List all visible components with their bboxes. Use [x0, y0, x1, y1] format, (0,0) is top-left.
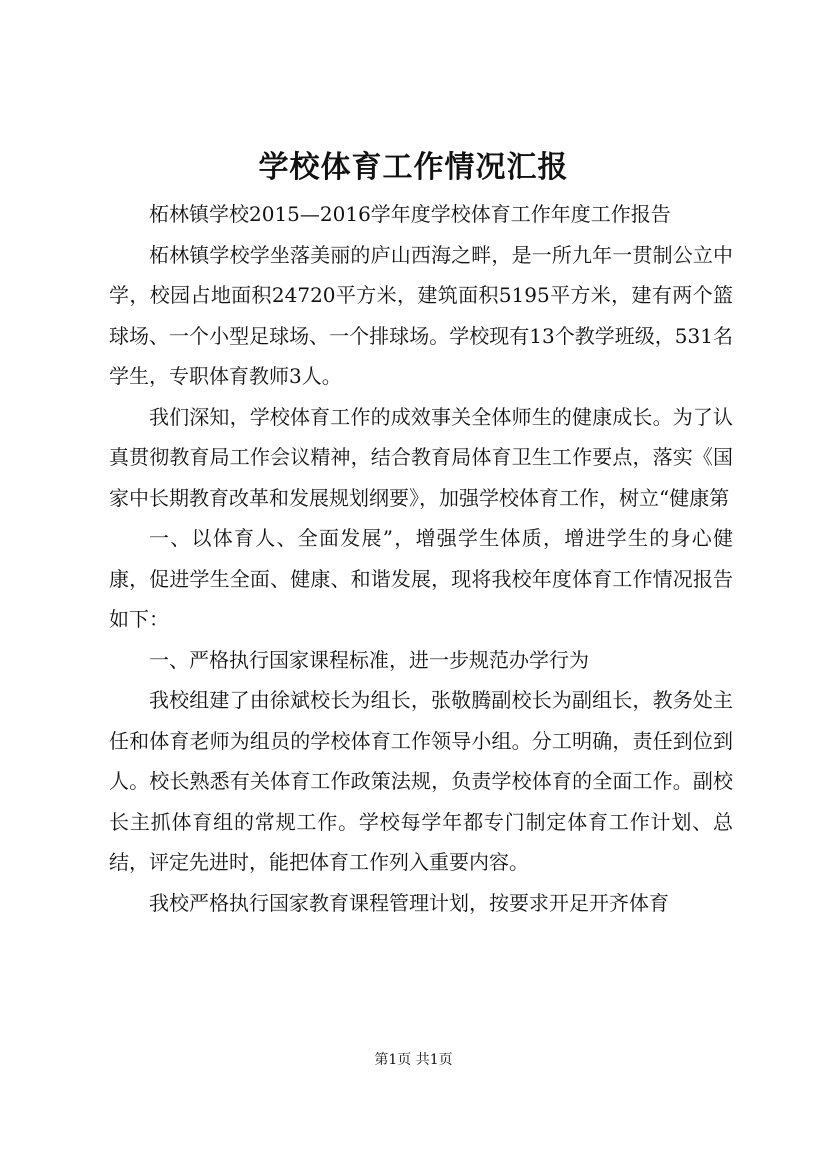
- paragraph-awareness: 我们深知，学校体育工作的成效事关全体师生的健康成长。为了认真贯彻教育局工作会议精神，结合教育局体育卫生工作要点，落实《国家中长期教育改革和发展规划纲要》，加强学校体育工作，树立“健康第: [109, 404, 733, 510]
- paragraph-report-heading: 柘林镇学校2015—2016学年度学校体育工作年度工作报告: [149, 202, 671, 226]
- document-body: [109, 194, 733, 923]
- page-footer: 第1页 共1页: [374, 1052, 453, 1068]
- paragraph-curriculum: 我校严格执行国家教育课程管理计划，按要求开足开齐体育: [149, 890, 669, 915]
- paragraph-leadership: 我校组建了由徐斌校长为组长，张敬腾副校长为副组长，教务处主任和体育老师为组员的学校体育工作领导小组。分工明确，责任到位到人。校长熟悉有关体育工作政策法规，负责学校体育的全面工作。副校长主抓体育组的常规工作。学校每学年都专门制定体育工作计划、总结，评定先进时，能把体育工作列入重要内容。: [109, 688, 733, 874]
- section-heading-1: 一、严格执行国家课程标准，进一步规范办学行为: [149, 647, 589, 672]
- paragraph-goals: 一、以体育人、全面发展”，增强学生体质，增进学生的身心健康，促进学生全面、健康、和谐发展，现将我校年度体育工作情况报告如下：: [109, 526, 733, 631]
- document-title: 学校体育工作情况汇报: [258, 150, 569, 185]
- paragraph-school-intro: 柘林镇学校学坐落美丽的庐山西海之畔，是一所九年一贯制公立中学，校园占地面积24720平方米，建筑面积5195平方米，建有两个篮球场、一个小型足球场、一个排球场。学校现有13个教学班级，531名学生，专职体育教师3人。: [109, 242, 733, 388]
